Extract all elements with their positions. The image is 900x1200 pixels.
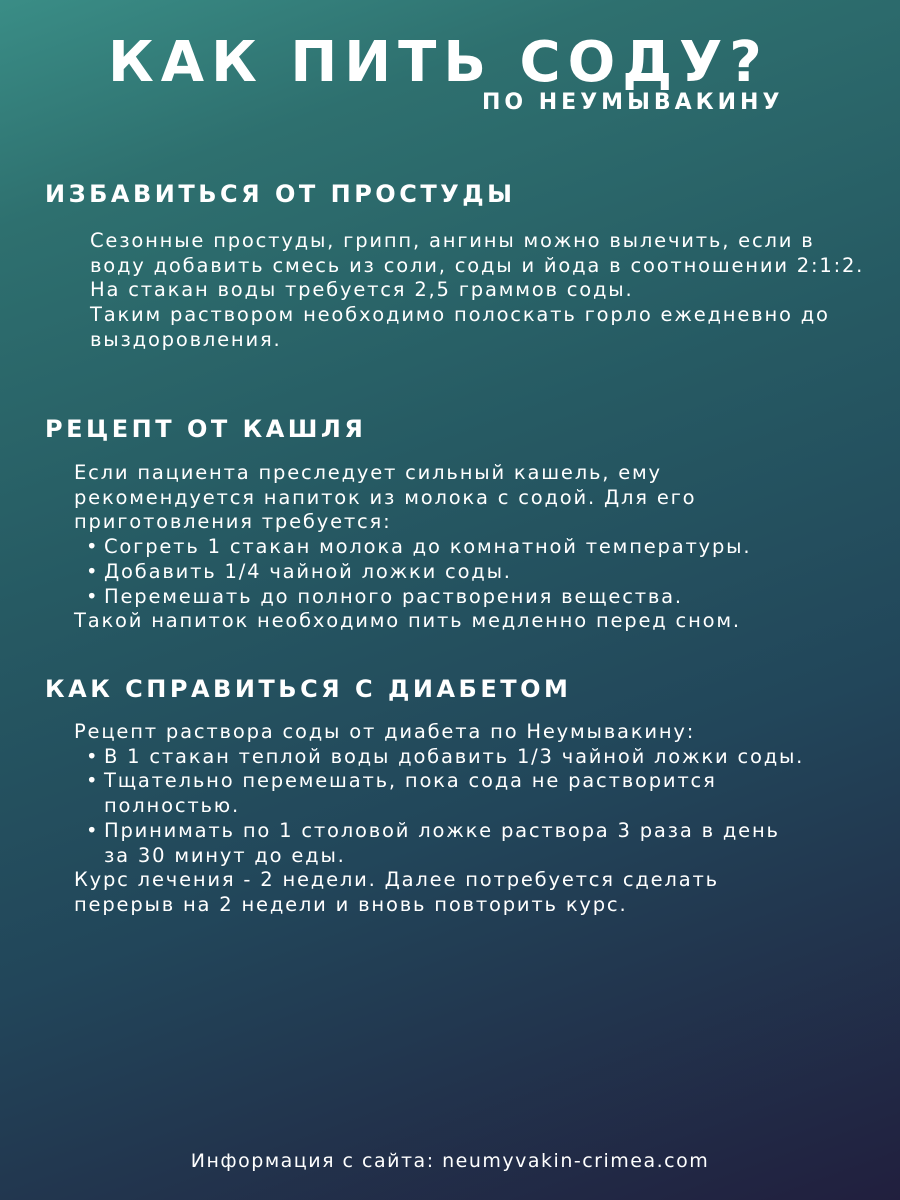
list-item: • Согреть 1 стакан молока до комнатной температуры. [104, 535, 834, 560]
paragraph: Такой напиток необходимо пить медленно перед сном. [74, 609, 741, 633]
paragraph: Сезонные простуды, грипп, ангины можно вылечить, если в воду добавить смесь из соли, соды и йода в соотношении 2:1:2. На стакан воды требуется 2,5 граммов соды. [90, 229, 865, 302]
page-title: КАК ПИТЬ СОДУ? [108, 30, 769, 95]
section-body-diabetes [74, 720, 809, 918]
list-item: • В 1 стакан теплой воды добавить 1/3 чайной ложки соды. [104, 745, 809, 770]
list-item: • Тщательно перемешать, пока сода не растворится полностью. [104, 769, 809, 818]
paragraph: Если пациента преследует сильный кашель, ему рекомендуется напиток из молока с содой. Для его приготовления требуется: [74, 461, 697, 534]
paragraph: Таким раствором необходимо полоскать горло ежедневно до выздоровления. [90, 303, 830, 351]
section-body-cold [90, 229, 865, 353]
section-heading-cough: РЕЦЕПТ ОТ КАШЛЯ [45, 415, 367, 443]
bullet-list [74, 535, 834, 609]
paragraph: Курс лечения - 2 недели. Далее потребуется сделать перерыв на 2 недели и вновь повторить курс. [74, 868, 719, 916]
paragraph: Рецепт раствора соды от диабета по Неумывакину: [74, 720, 696, 743]
list-item: • Принимать по 1 столовой ложке раствора 3 раза в день за 30 минут до еды. [104, 819, 809, 868]
section-heading-diabetes: КАК СПРАВИТЬСЯ С ДИАБЕТОМ [45, 675, 572, 703]
list-item: • Добавить 1/4 чайной ложки соды. [104, 560, 834, 585]
source-footer: Информация с сайта: neumyvakin-crimea.com [190, 1150, 710, 1172]
bullet-list [74, 745, 809, 869]
page-subtitle: ПО НЕУМЫВАКИНУ [482, 90, 784, 115]
section-heading-cold: ИЗБАВИТЬСЯ ОТ ПРОСТУДЫ [45, 180, 516, 208]
list-item: • Перемешать до полного растворения вещества. [104, 585, 834, 610]
section-body-cough [74, 461, 834, 634]
